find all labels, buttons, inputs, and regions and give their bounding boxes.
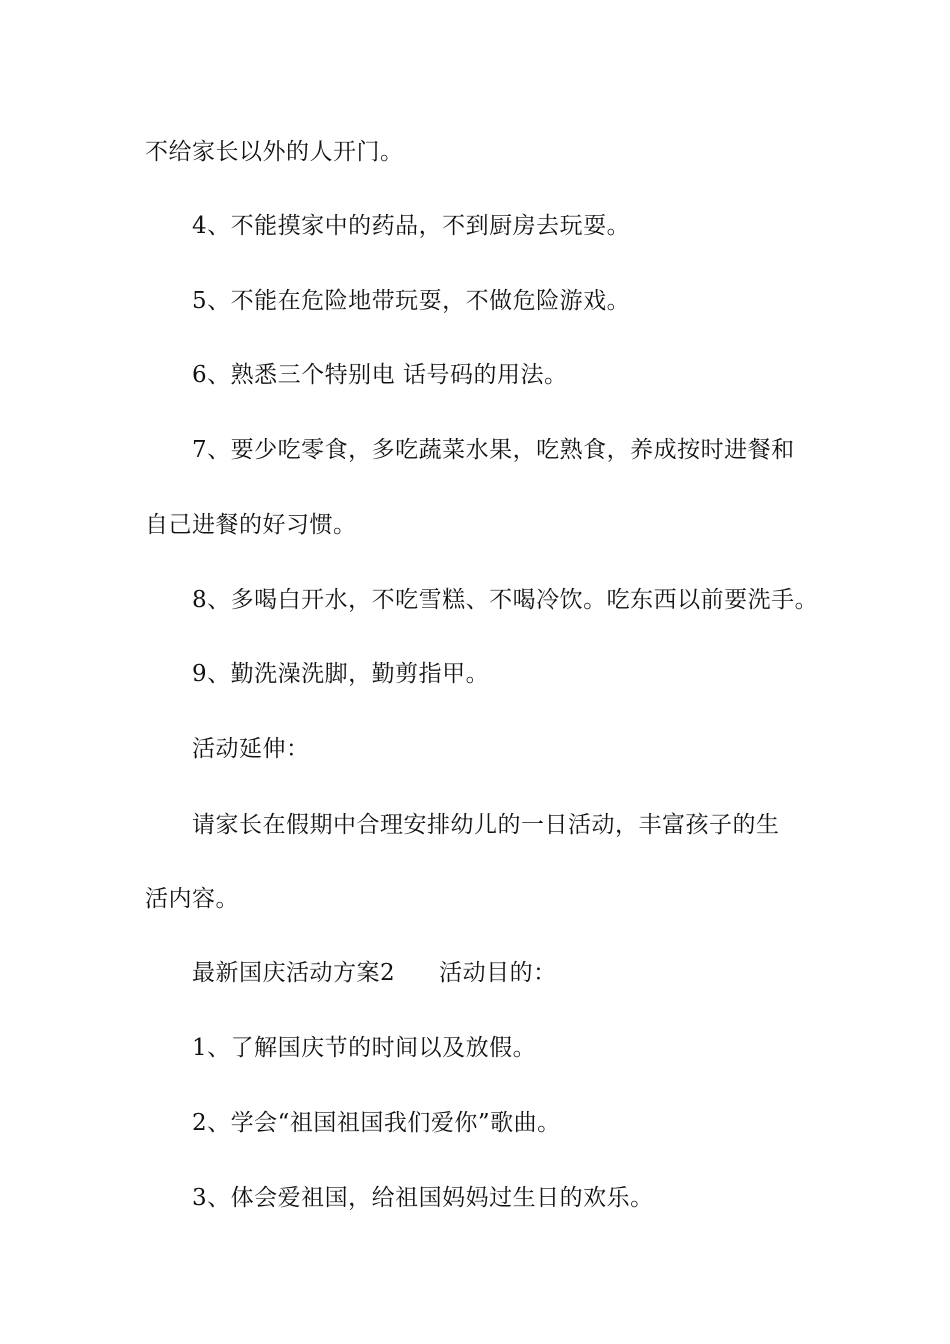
list-item-5: 5、不能在危险地带玩耍，不做危险游戏。 xyxy=(192,288,631,314)
text-line: 活内容。 xyxy=(145,886,239,912)
section-heading-goals: 活动目的： xyxy=(439,960,557,986)
text-line: 不给家长以外的人开门。 xyxy=(145,139,404,165)
list-item-2: 2、学会“祖国祖国我们爱你”歌曲。 xyxy=(192,1110,561,1136)
text-line: 自己进餐的好习惯。 xyxy=(145,512,357,538)
list-item-6: 6、熟悉三个特别电 话号码的用法。 xyxy=(192,362,568,388)
section-heading-extension: 活动延伸： xyxy=(192,736,310,762)
list-item-8: 8、多喝白开水，不吃雪糕、不喝冷饮。吃东西以前要洗手。 xyxy=(192,587,819,613)
plan-heading-line xyxy=(192,958,557,988)
list-item-3: 3、体会爱祖国，给祖国妈妈过生日的欢乐。 xyxy=(192,1185,654,1211)
list-item-9: 9、勤洗澡洗脚，勤剪指甲。 xyxy=(192,661,490,687)
list-item-7: 7、要少吃零食，多吃蔬菜水果，吃熟食，养成按时进餐和 xyxy=(192,437,795,463)
list-item-1: 1、了解国庆节的时间以及放假。 xyxy=(192,1035,537,1061)
paragraph-line: 请家长在假期中合理安排幼儿的一日活动，丰富孩子的生 xyxy=(192,812,780,838)
plan-title: 最新国庆活动方案2 xyxy=(192,960,396,986)
list-item-4: 4、不能摸家中的药品，不到厨房去玩耍。 xyxy=(192,213,631,239)
